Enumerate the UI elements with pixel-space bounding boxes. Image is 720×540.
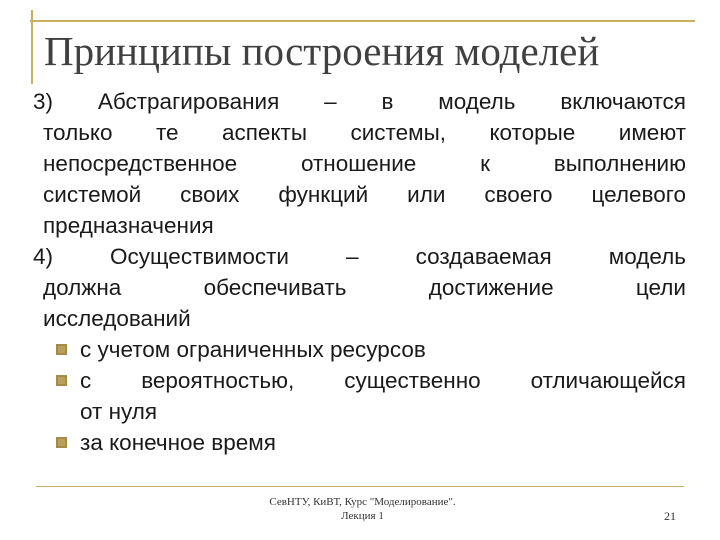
top-rule <box>30 20 695 22</box>
text-line: 3) Абстрагирования – в модель включаются <box>33 89 686 114</box>
list-item-abstraction <box>32 86 686 241</box>
square-bullet-icon <box>56 344 67 355</box>
text-line: только те аспекты системы, которые имеют <box>43 120 686 145</box>
footer <box>250 495 475 523</box>
left-rule <box>31 10 33 84</box>
text-line: предназначения <box>43 213 214 238</box>
slide-title: Принципы построения моделей <box>44 28 600 74</box>
page-number: 21 <box>664 509 676 523</box>
text-line: исследований <box>43 306 191 331</box>
text-line: с учетом ограниченных ресурсов <box>80 337 426 362</box>
footer-lecture: Лекция 1 <box>341 510 384 522</box>
bullet-item <box>32 427 686 458</box>
text-line: за конечное время <box>80 430 276 455</box>
text-line: от нуля <box>80 399 158 424</box>
text-line: с вероятностью, существенно отличающейся <box>80 368 686 393</box>
bottom-rule <box>36 486 684 487</box>
bullet-item <box>32 334 686 365</box>
bullet-item <box>32 365 686 427</box>
square-bullet-icon <box>56 375 67 386</box>
footer-course: СевНТУ, КиВТ, Курс "Моделирование". <box>269 496 456 508</box>
text-line: 4) Осуществимости – создаваемая модель <box>33 244 686 269</box>
list-item-feasibility <box>32 241 686 334</box>
text-line: непосредственное отношение к выполнению <box>43 151 686 176</box>
text-line: системой своих функций или своего целевого <box>43 182 686 207</box>
square-bullet-icon <box>56 437 67 448</box>
slide-body <box>32 86 686 458</box>
text-line: должна обеспечивать достижение цели <box>43 275 686 300</box>
